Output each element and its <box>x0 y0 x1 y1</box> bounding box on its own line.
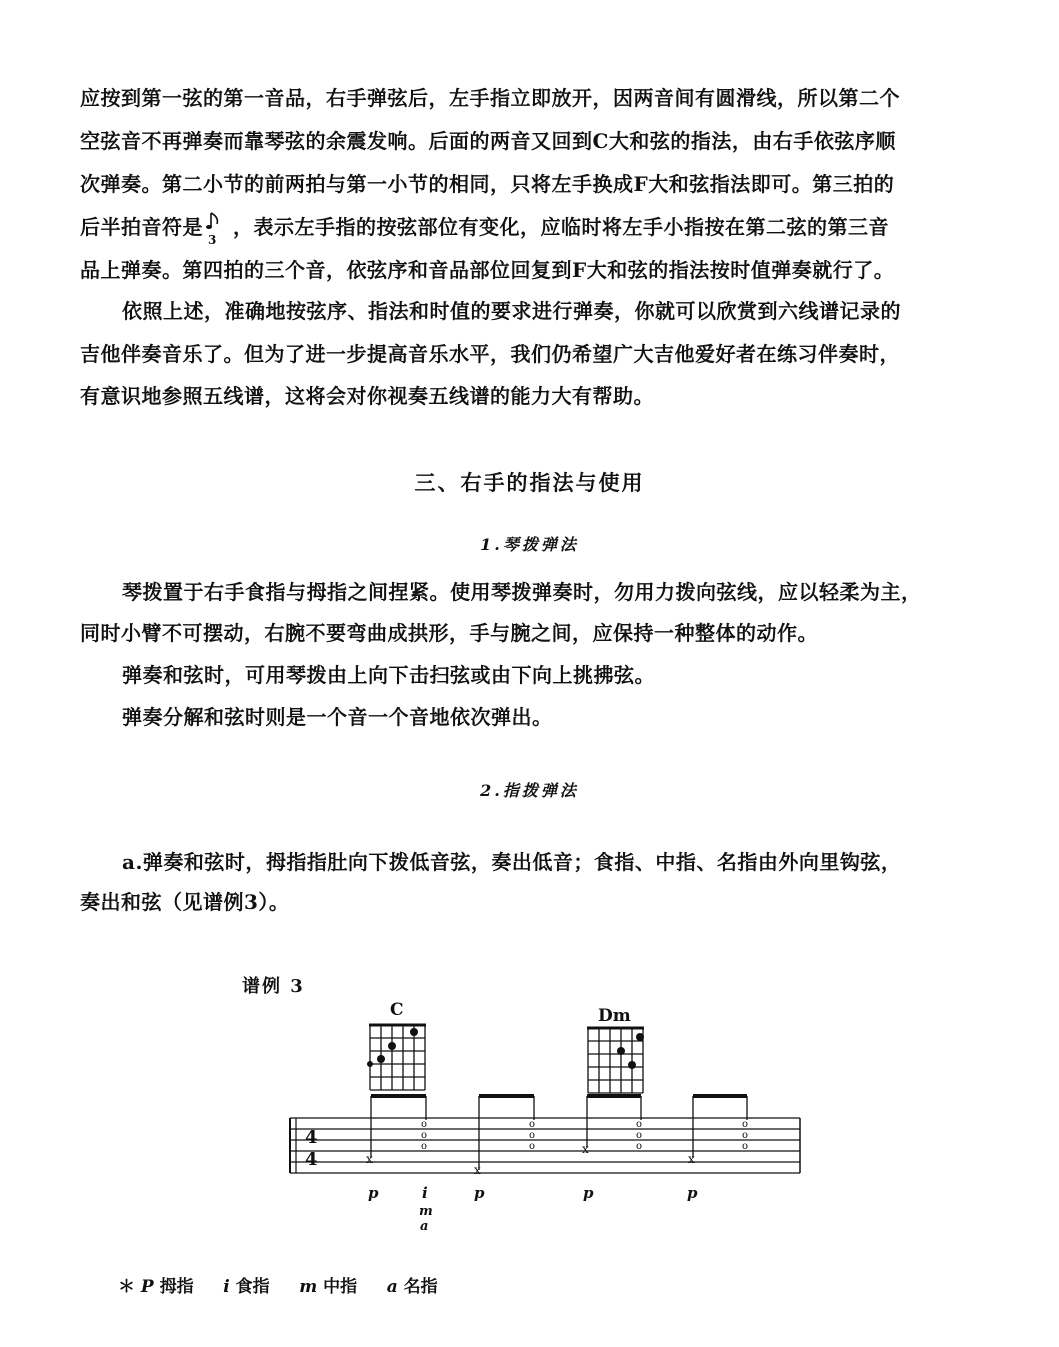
example-label: 谱例 3 <box>242 976 305 997</box>
note-groups <box>366 1096 748 1177</box>
paragraph1-line1: 应按到第一弦的第一音品，右手弹弦后，左手指立即放开，因两音间有圆滑线，所以第二个 <box>80 86 900 110</box>
finger-mark-p: p <box>583 1184 594 1202</box>
x-note: x <box>688 1152 695 1166</box>
chord-stack-note: o <box>529 1130 536 1141</box>
subsection2-a-line1: a.弹奏和弦时，拇指指肚向下拨低音弦，奏出低音；食指、中指、名指由外向里钩弦， <box>122 850 902 874</box>
finger-mark-m: m <box>419 1204 433 1219</box>
chord-label-dm: Dm <box>598 1006 631 1026</box>
paragraph1-line5: 品上弹奏。第四拍的三个音，依弦序和音品部位回复到F大和弦的指法按时值弹奏就行了。 <box>80 258 895 282</box>
chord-stack-note: o <box>742 1141 749 1152</box>
footnote-i-symbol: i <box>223 1277 230 1297</box>
chord-stack-note: o <box>529 1141 536 1152</box>
section-heading: 三、右手的指法与使用 <box>414 470 645 495</box>
finger-mark-i: i <box>422 1184 428 1202</box>
subsection2-heading: 2.指拨弹法 <box>480 781 579 800</box>
finger-dot <box>628 1061 636 1069</box>
x-note: x <box>474 1163 481 1177</box>
finger-dot <box>388 1042 396 1050</box>
finger-dot <box>636 1033 644 1041</box>
paragraph1-line4-after: ，表示左手指的按弦部位有变化，应临时将左手小指按在第二弦的第三音 <box>233 215 889 239</box>
footnote <box>118 1272 438 1297</box>
chord-stack-note: o <box>421 1141 428 1152</box>
finger-dot <box>410 1028 418 1036</box>
chord-stack-note: o <box>421 1130 428 1141</box>
chord-stack-note: o <box>421 1119 428 1130</box>
chord-stack-note: o <box>636 1119 643 1130</box>
finger-dot <box>367 1061 373 1067</box>
finger-mark-p: p <box>474 1184 485 1202</box>
footnote-p-symbol: P <box>140 1277 154 1297</box>
finger-mark-p: p <box>368 1184 379 1202</box>
chord-diagram-c <box>367 1000 426 1090</box>
finger-mark-p: p <box>687 1184 698 1202</box>
chord-label-c: C <box>390 1000 404 1020</box>
chord-stack-note: o <box>529 1119 536 1130</box>
time-sig-top: 4 <box>305 1127 318 1148</box>
chord-diagram-dm <box>587 1006 644 1093</box>
footnote-i-text: 食指 <box>235 1277 270 1297</box>
chord-stack-note: o <box>636 1130 643 1141</box>
footnote-p-text: 拇指 <box>159 1277 194 1297</box>
paragraph1-line4-before: 后半拍音符是 <box>80 215 203 239</box>
chord-stack-note: o <box>742 1119 749 1130</box>
footnote-star: ＊ <box>118 1277 135 1297</box>
paragraph2-line2: 吉他伴奏音乐了。但为了进一步提高音乐水平，我们仍希望广大吉他爱好者在练习伴奏时， <box>80 342 900 366</box>
paragraph2-line3: 有意识地参照五线谱，这将会对你视奏五线谱的能力大有帮助。 <box>80 384 654 408</box>
subsection1-heading: 1.琴拨弹法 <box>480 535 579 554</box>
finger-mark-a: a <box>420 1219 429 1234</box>
subsection1-p1-line1: 琴拨置于右手食指与拇指之间捏紧。使用琴拨弹奏时，勿用力拨向弦线，应以轻柔为主， <box>122 580 922 604</box>
paragraph2-line1: 依照上述，准确地按弦序、指法和时值的要求进行弹奏，你就可以欣赏到六线谱记录的 <box>122 299 901 323</box>
x-note: x <box>366 1152 373 1166</box>
x-note: x <box>582 1142 589 1156</box>
footnote-m-symbol: m <box>299 1277 318 1297</box>
subsection1-p2: 弹奏和弦时，可用琴拨由上向下击扫弦或由下向上挑拂弦。 <box>122 663 655 687</box>
paragraph1-line2: 空弦音不再弹奏而靠琴弦的余震发响。后面的两音又回到C大和弦的指法，由右手依弦序顺 <box>80 129 896 153</box>
footnote-m-text: 中指 <box>323 1277 358 1297</box>
subsection1-p3: 弹奏分解和弦时则是一个音一个音地依次弹出。 <box>122 705 553 729</box>
finger-dot <box>377 1055 385 1063</box>
footnote-a-text: 名指 <box>403 1277 438 1297</box>
footnote-a-symbol: a <box>386 1277 398 1297</box>
finger-dot <box>617 1047 625 1055</box>
subsection1-p1-line2: 同时小臂不可摆动，右腕不要弯曲成拱形，手与腕之间，应保持一种整体的动作。 <box>80 621 818 645</box>
chord-stack-note: o <box>636 1141 643 1152</box>
triplet-number: 3 <box>208 232 217 247</box>
chord-stack-note: o <box>742 1130 749 1141</box>
paragraph1-line3: 次弹奏。第二小节的前两拍与第一小节的相同，只将左手换成F大和弦指法即可。第三拍的 <box>80 172 895 196</box>
subsection2-a-line2: 奏出和弦（见谱例3）。 <box>80 890 290 914</box>
time-sig-bottom: 4 <box>305 1149 318 1170</box>
